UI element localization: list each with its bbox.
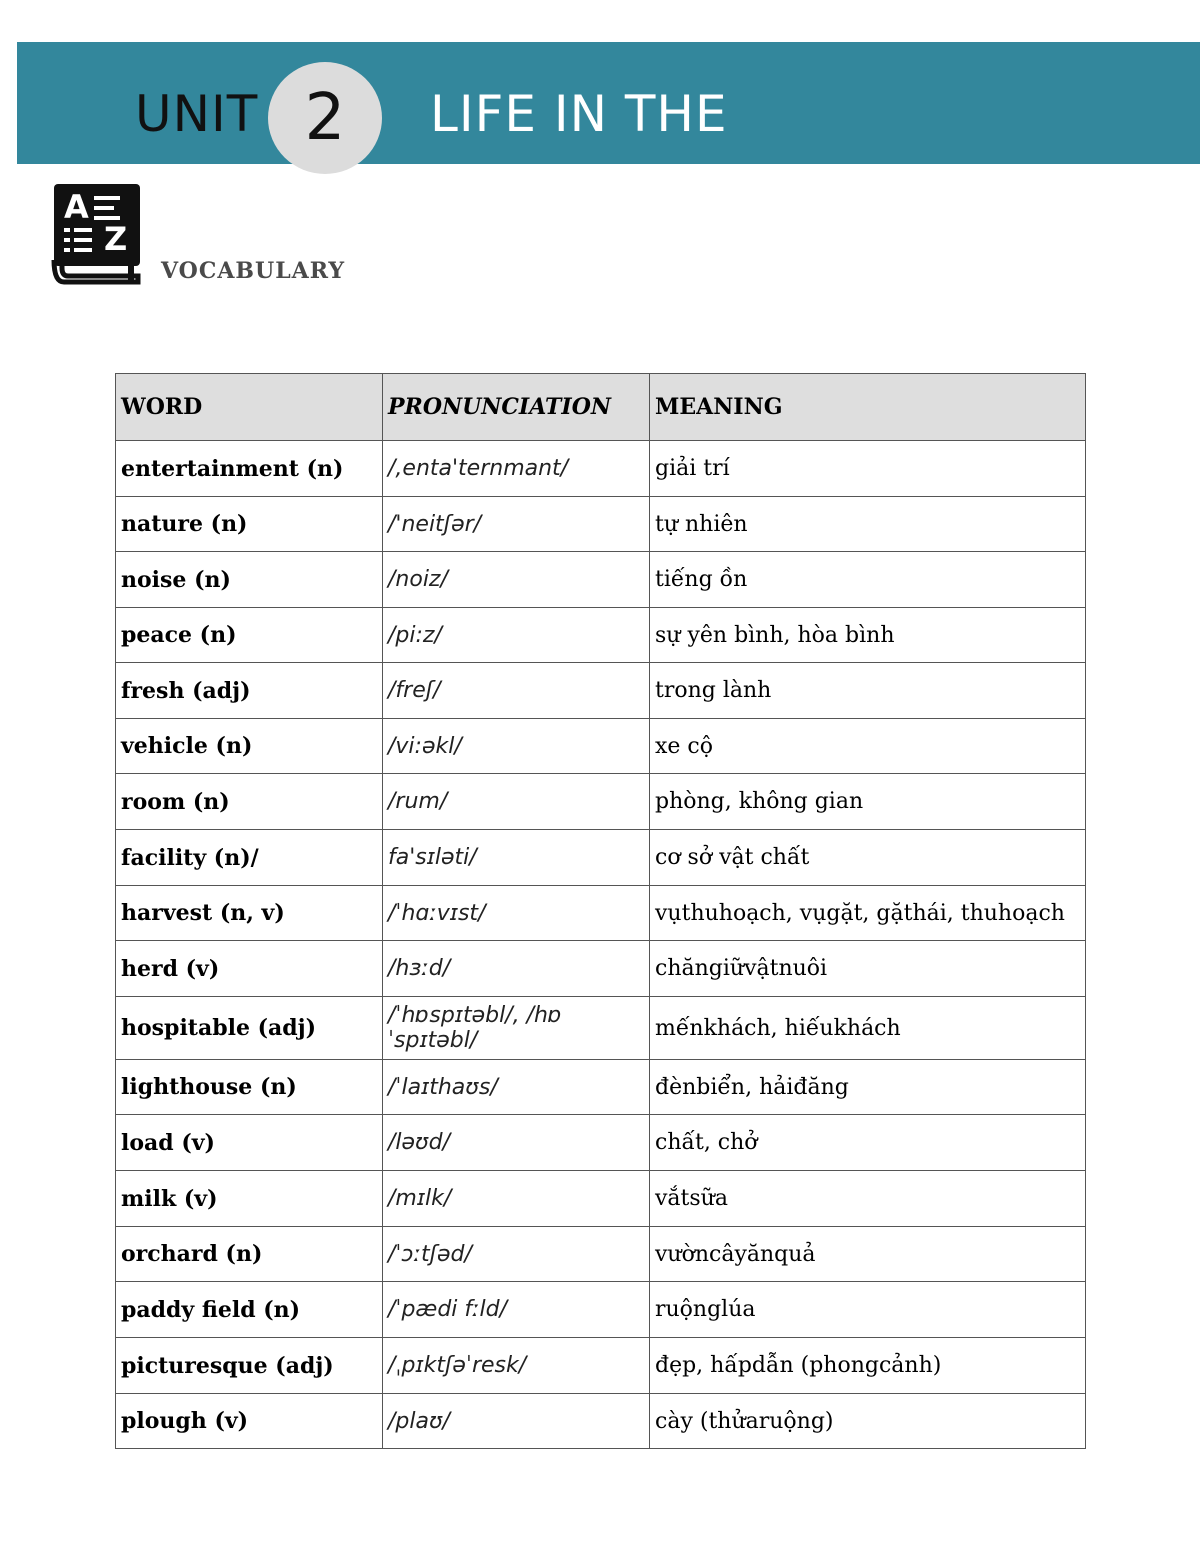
pronunciation-cell: /rum/: [383, 774, 650, 830]
pronunciation-cell: /hɜːd/: [383, 941, 650, 997]
header-pronunciation: PRONUNCIATION: [383, 374, 650, 441]
word-cell: facility (n)/: [116, 830, 383, 886]
pronunciation-cell: /mɪlk/: [383, 1171, 650, 1227]
table-row: [116, 663, 1086, 719]
table-header-row: [116, 374, 1086, 441]
meaning-cell: chất, chở: [650, 1115, 1086, 1171]
word-cell: lighthouse (n): [116, 1060, 383, 1115]
word-cell: vehicle (n): [116, 719, 383, 774]
pronunciation-cell: /,enta'ternmant/: [383, 441, 650, 497]
word-cell: peace (n): [116, 608, 383, 663]
meaning-cell: phòng, không gian: [650, 774, 1086, 830]
table-row: [116, 608, 1086, 663]
table-row: [116, 941, 1086, 997]
pronunciation-cell: /ləʊd/: [383, 1115, 650, 1171]
header-word: WORD: [116, 374, 383, 441]
word-cell: plough (v): [116, 1394, 383, 1449]
pronunciation-cell: /ˈhɒspɪtəbl/, /hɒˈspɪtəbl/: [383, 997, 650, 1060]
pronunciation-cell: /ˈpædi fːld/: [383, 1282, 650, 1338]
table-row: [116, 1338, 1086, 1394]
unit-title: LIFE IN THE: [430, 85, 728, 143]
table-row: [116, 441, 1086, 497]
meaning-cell: cơ sở vật chất: [650, 830, 1086, 886]
table-row: [116, 774, 1086, 830]
meaning-cell: sự yên bình, hòa bình: [650, 608, 1086, 663]
a-to-z-book-icon: [50, 182, 144, 286]
table-body: [116, 441, 1086, 1449]
vocabulary-table: [115, 373, 1086, 1449]
word-cell: hospitable (adj): [116, 997, 383, 1060]
pronunciation-cell: /ˈhɑːvɪst/: [383, 886, 650, 941]
meaning-cell: ruộnglúa: [650, 1282, 1086, 1338]
word-cell: orchard (n): [116, 1227, 383, 1282]
word-cell: herd (v): [116, 941, 383, 997]
pronunciation-cell: /'neitʃər/: [383, 497, 650, 552]
pronunciation-cell: /pi:z/: [383, 608, 650, 663]
word-cell: load (v): [116, 1115, 383, 1171]
word-cell: fresh (adj): [116, 663, 383, 719]
pronunciation-cell: fa'sɪləti/: [383, 830, 650, 886]
pronunciation-cell: /ˈlaɪthaʊs/: [383, 1060, 650, 1115]
pronunciation-cell: /noiz/: [383, 552, 650, 608]
meaning-cell: đènbiển, hảiđăng: [650, 1060, 1086, 1115]
word-cell: noise (n): [116, 552, 383, 608]
unit-number: 2: [304, 81, 346, 155]
meaning-cell: đẹp, hấpdẫn (phongcảnh): [650, 1338, 1086, 1394]
table-row: [116, 830, 1086, 886]
word-cell: paddy field (n): [116, 1282, 383, 1338]
svg-text:A: A: [64, 188, 89, 226]
table-row: [116, 997, 1086, 1060]
meaning-cell: mếnkhách, hiếukhách: [650, 997, 1086, 1060]
meaning-cell: vụthuhoạch, vụgặt, gặthái, thuhoạch: [650, 886, 1086, 941]
table-row: [116, 886, 1086, 941]
table-row: [116, 552, 1086, 608]
pronunciation-cell: /vi:əkl/: [383, 719, 650, 774]
table-row: [116, 719, 1086, 774]
word-cell: picturesque (adj): [116, 1338, 383, 1394]
table-row: [116, 497, 1086, 552]
meaning-cell: vườncâyănquả: [650, 1227, 1086, 1282]
meaning-cell: tự nhiên: [650, 497, 1086, 552]
meaning-cell: chăngiữvậtnuôi: [650, 941, 1086, 997]
table-row: [116, 1282, 1086, 1338]
section-label: VOCABULARY: [161, 258, 346, 284]
meaning-cell: giải trí: [650, 441, 1086, 497]
meaning-cell: cày (thửaruộng): [650, 1394, 1086, 1449]
pronunciation-cell: /ˌpɪktʃəˈresk/: [383, 1338, 650, 1394]
word-cell: nature (n): [116, 497, 383, 552]
pronunciation-cell: /plaʊ/: [383, 1394, 650, 1449]
table-row: [116, 1060, 1086, 1115]
meaning-cell: xe cộ: [650, 719, 1086, 774]
unit-label: UNIT: [135, 85, 259, 143]
header-meaning: MEANING: [650, 374, 1086, 441]
svg-text:Z: Z: [104, 220, 128, 258]
table-row: [116, 1171, 1086, 1227]
unit-number-circle: [268, 62, 382, 174]
table-row: [116, 1394, 1086, 1449]
meaning-cell: vắtsữa: [650, 1171, 1086, 1227]
word-cell: room (n): [116, 774, 383, 830]
word-cell: entertainment (n): [116, 441, 383, 497]
table-row: [116, 1115, 1086, 1171]
word-cell: milk (v): [116, 1171, 383, 1227]
meaning-cell: trong lành: [650, 663, 1086, 719]
table-row: [116, 1227, 1086, 1282]
pronunciation-cell: /freʃ/: [383, 663, 650, 719]
pronunciation-cell: /ˈɔːtʃəd/: [383, 1227, 650, 1282]
word-cell: harvest (n, v): [116, 886, 383, 941]
meaning-cell: tiếng ồn: [650, 552, 1086, 608]
